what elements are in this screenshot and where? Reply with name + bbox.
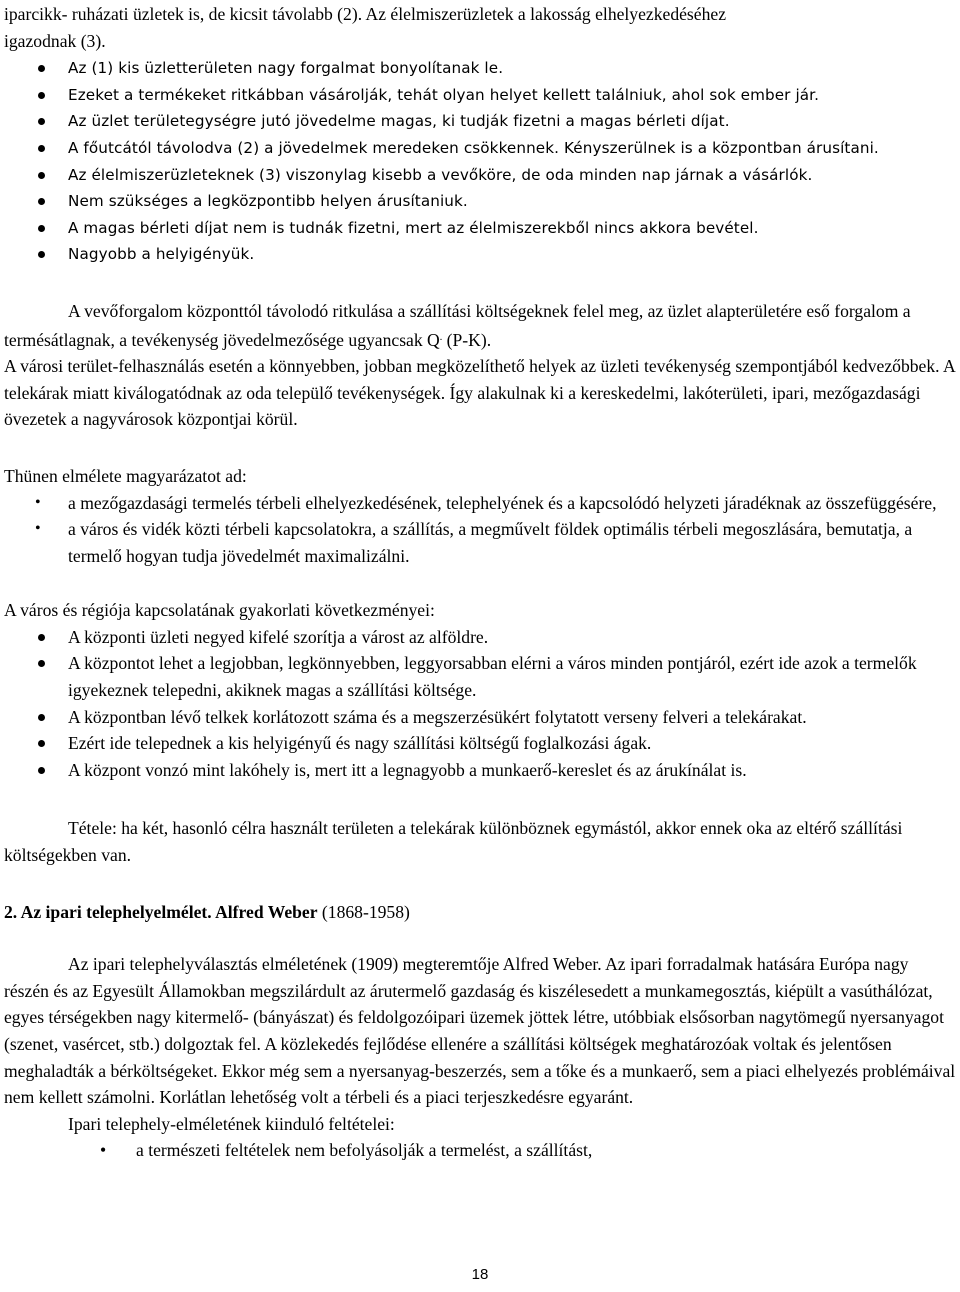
list-item: A központot lehet a legjobban, legkönnyebben, leggyorsabban elérni a város minden pontjáról, ezért ide azok a termelők igyekeznek telepedni, akiknek magas a szállítási költsége. xyxy=(0,650,956,703)
list-item: Az üzlet területegységre jutó jövedelme magas, ki tudják fizetni a magas bérleti díjat. xyxy=(0,108,956,135)
weber-conditions-list xyxy=(0,1137,960,1164)
theorem-paragraph: Tétele: ha két, hasonló célra használt területen a telekárak különböznek egymástól, akkor ennek oka az eltérő szállítási költségekben van. xyxy=(4,818,903,866)
list-item: A főutcától távolodva (2) a jövedelmek meredeken csökkennek. Kényszerülnek is a központban árusítani. xyxy=(0,135,956,162)
section-heading: 2. Az ipari telephelyelmélet. Alfred Weber (1868-1958) xyxy=(4,901,410,922)
thunen-intro: Thünen elmélete magyarázatot ad: xyxy=(4,465,247,486)
intro-line-2: igazodnak (3). xyxy=(4,30,106,51)
list-item: A központ vonzó mint lakóhely is, mert itt a legnagyobb a munkaerő-kereslet és az árukínálat is. xyxy=(0,757,956,784)
intro-line-1: iparcikk- ruházati üzletek is, de kicsit távolabb (2). Az élelmiszerüzletek a lakosság elhelyezkedéséhez xyxy=(4,4,727,24)
city-region-intro: A város és régiója kapcsolatának gyakorlati következményei: xyxy=(4,600,435,621)
list-item: Ezért ide telepednek a kis helyigényű és nagy szállítási költségű foglalkozási ágak. xyxy=(0,730,956,757)
page-number: 18 xyxy=(471,1266,489,1283)
thunen-list xyxy=(0,490,960,570)
list-item: Nem szükséges a legközpontibb helyen árusítaniuk. xyxy=(0,188,956,215)
list-item: A központi üzleti negyed kifelé szorítja a várost az alföldre. xyxy=(0,624,956,651)
list-item: A központban lévő telkek korlátozott száma és a megszerzésükért folytatott verseny felveri a telekárakat. xyxy=(0,704,956,731)
list-item: Az (1) kis üzletterületen nagy forgalmat bonyolítanak le. xyxy=(0,55,956,82)
list-item: Az élelmiszerüzleteknek (3) viszonylag kisebb a vevőköre, de oda minden nap járnak a vásárlók. xyxy=(0,162,956,189)
city-region-list xyxy=(0,624,960,784)
weber-intro: Ipari telephely-elméletének kiinduló feltételei: xyxy=(68,1113,395,1134)
weber-paragraph: Az ipari telephelyválasztás elméletének (1909) megteremtője Alfred Weber. Az ipari forradalmak hatására Európa nagy részén és az Egyesült Államokban megszilárdult az árutermelő gazdaság és kiszélesedett a munkamegosztás, kiépült a vasúthálózat, egyes térségekben nagy kitermelő- (bányászat) és feldolgozóipari üzemek jöttek létre, utóbbiak elsősorban nagytömegű nyersanyagot (szenet, vasércet, stb.) dolgoztak fel. A közlekedés fejlődése ellenére a szállítási költségek meghatározóak voltak és jelentősen meghaladták a bérköltségeket. Ekkor még sem a nyersanyag-beszerzés, sem a tőke és a munkaerő, sem a piaci elhelyezés problémáival nem kellett számolni. Korlátlan lehetőség volt a térbeli és a piaci terjeszkedésre egyaránt. xyxy=(4,954,956,1108)
store-location-list xyxy=(0,55,960,268)
paragraph-land-use: A városi terület-felhasználás esetén a könnyebben, jobban megközelíthető helyek az üzleti tevékenység szempontjából kedvezőbbek. A telekárak miatt kiválogatódnak az oda települő tevékenységek. Így alakulnak ki a kereskedelmi, lakóterületi, ipari, mezőgazdasági övezetek a nagyvárosok központjai körül. xyxy=(4,356,955,430)
list-item: Ezeket a termékeket ritkábban vásárolják, tehát olyan helyet kellett találniuk, ahol sok ember jár. xyxy=(0,82,956,109)
list-item: • a természeti feltételek nem befolyásolják a termelést, a szállítást, xyxy=(0,1137,956,1164)
list-item: A magas bérleti díjat nem is tudnák fizetni, mert az élelmiszerekből nincs akkora bevétel. xyxy=(0,215,956,242)
list-item: • a mezőgazdasági termelés térbeli elhelyezkedésének, telephelyének és a kapcsolódó helyzeti járadéknak az összefüggésére, xyxy=(0,490,956,517)
list-item: Nagyobb a helyigényük. xyxy=(0,241,956,268)
paragraph-customer-traffic: A vevőforgalom központtól távolodó ritkulása a szállítási költségeknek felel meg, az üzlet alapterületére eső forgalom a termésátlagnak, a tevékenység jövedelmezősége ugyancsak Q. (P-K). xyxy=(4,300,911,350)
list-item: • a város és vidék közti térbeli kapcsolatokra, a szállítás, a megművelt földek optimális térbeli megoszlására, bemutatja, a termelő hogyan tudja jövedelmét maximalizálni. xyxy=(0,516,956,569)
